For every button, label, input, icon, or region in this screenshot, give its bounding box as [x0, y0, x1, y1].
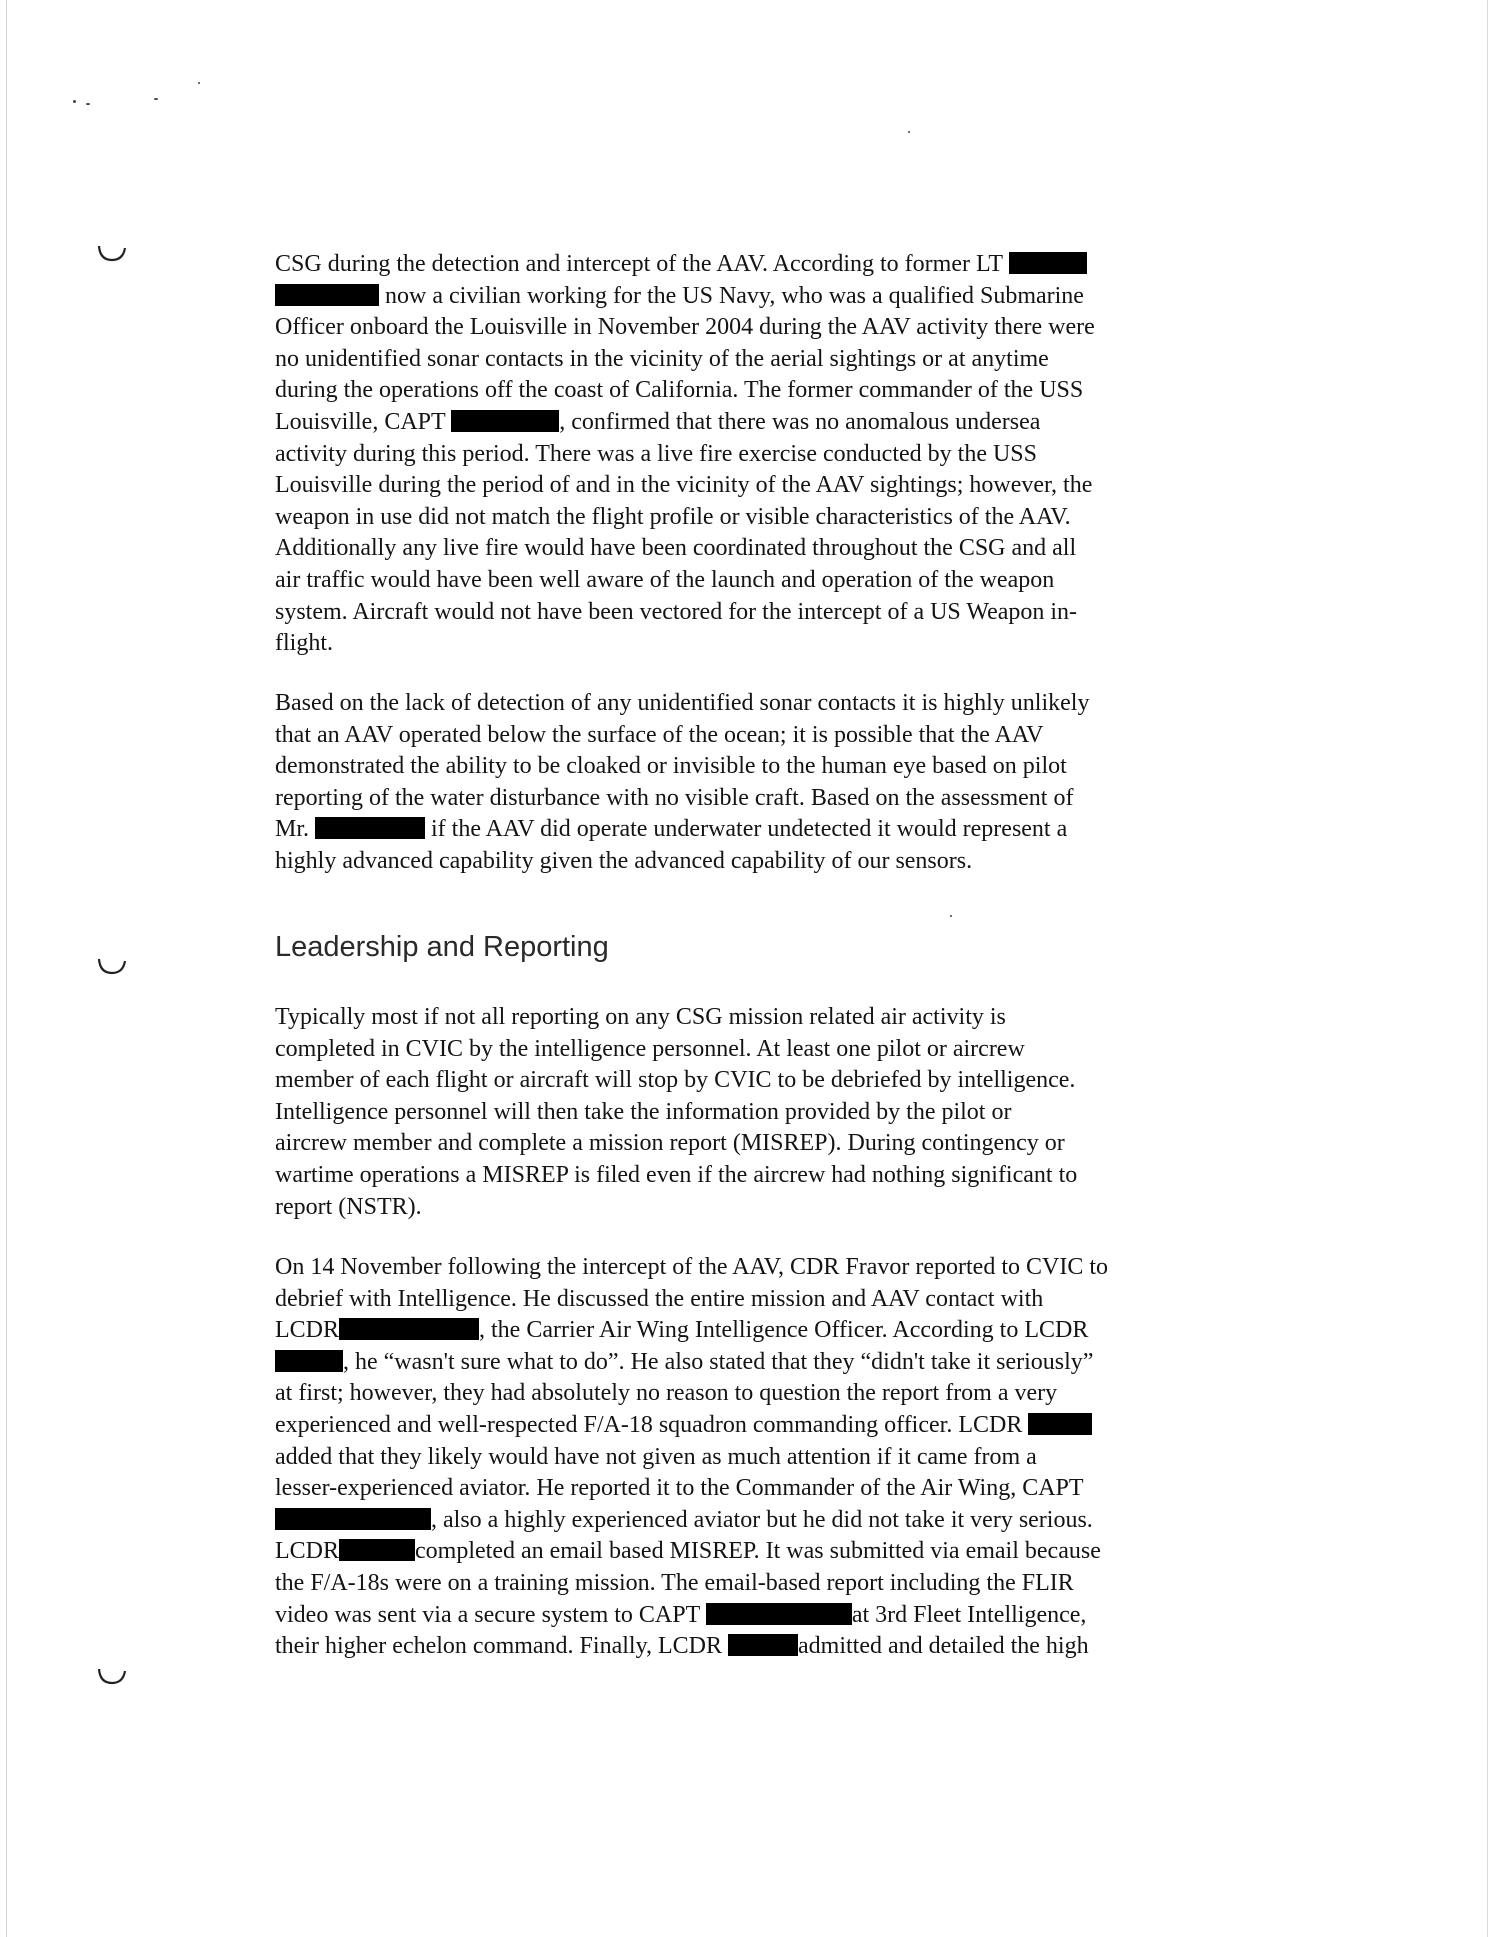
- text-line: [275, 1631, 1235, 1663]
- text-segment: completed an email based MISREP. It was submitted via email because: [415, 1538, 1101, 1565]
- text-segment: CSG during the detection and intercept of the AAV. According to former LT: [275, 251, 1009, 277]
- text-segment: Louisville during the period of and in the vicinity of the AAV sightings; however, the: [275, 472, 1093, 499]
- text-segment: Additionally any live fire would have been coordinated throughout the CSG and all: [275, 535, 1077, 562]
- text-line: [275, 502, 1235, 534]
- redaction-bar: [1028, 1413, 1092, 1435]
- redaction-bar: [706, 1603, 852, 1625]
- text-line: [275, 1442, 1235, 1474]
- text-line: [275, 1347, 1235, 1379]
- scan-speck: [908, 131, 910, 133]
- text-line: [275, 281, 1235, 313]
- text-segment: flight.: [275, 630, 333, 657]
- scan-edge-left: [6, 0, 7, 1937]
- text-segment: member of each flight or aircraft will stop by CVIC to be debriefed by intelligence.: [275, 1067, 1076, 1094]
- text-segment: demonstrated the ability to be cloaked or invisible to the human eye based on pilot: [275, 753, 1067, 780]
- text-segment: report (NSTR).: [275, 1193, 422, 1220]
- text-line: [275, 751, 1235, 783]
- redaction-bar: [1009, 252, 1087, 274]
- text-line: [275, 1505, 1235, 1537]
- redaction-bar: [339, 1318, 479, 1340]
- text-segment: , also a highly experienced aviator but he did not take it very serious.: [431, 1506, 1093, 1533]
- text-line: [275, 312, 1235, 344]
- redaction-bar: [728, 1634, 798, 1656]
- text-line: [275, 628, 1235, 660]
- text-segment: Louisville, CAPT: [275, 408, 452, 435]
- paragraph-intercept-debrief: [275, 1252, 1235, 1663]
- punch-hole-mark-icon: [97, 245, 127, 263]
- paragraph-underwater-assessment: [275, 688, 1235, 878]
- text-segment: LCDR: [275, 1317, 340, 1344]
- text-segment: experienced and well-respected F/A-18 squadron commanding officer. LCDR: [275, 1411, 1029, 1438]
- text-segment: Intelligence personnel will then take the information provided by the pilot or: [275, 1098, 1012, 1125]
- text-line: [275, 688, 1235, 720]
- text-line: [275, 1034, 1235, 1066]
- scan-speck: [73, 100, 76, 103]
- section-heading: Leadership and Reporting: [275, 931, 609, 963]
- text-segment: that an AAV operated below the surface of the ocean; it is possible that the AAV: [275, 721, 1044, 748]
- text-segment: LCDR: [275, 1538, 340, 1565]
- text-line: [275, 1002, 1235, 1034]
- text-line: [275, 783, 1235, 815]
- scan-speck: [198, 82, 200, 84]
- text-segment: added that they likely would have not given as much attention if it came from a: [275, 1443, 1037, 1470]
- text-segment: Mr.: [275, 816, 316, 843]
- text-line: [275, 597, 1235, 629]
- text-line: [275, 1410, 1235, 1442]
- redaction-bar: [275, 284, 379, 306]
- text-line: [275, 565, 1235, 597]
- text-segment: debrief with Intelligence. He discussed the entire mission and AAV contact with: [275, 1285, 1044, 1312]
- text-line: [275, 1128, 1235, 1160]
- paragraph-sonar-contacts: [275, 249, 1235, 660]
- scan-speck: [950, 915, 952, 917]
- redaction-bar: [275, 1350, 343, 1372]
- punch-hole-mark-icon: [97, 958, 127, 976]
- text-segment: reporting of the water disturbance with no visible craft. Based on the assessment of: [275, 784, 1074, 811]
- text-segment: aircrew member and complete a mission report (MISREP). During contingency or: [275, 1130, 1065, 1157]
- text-line: [275, 814, 1235, 846]
- text-segment: their higher echelon command. Finally, LCDR: [275, 1633, 729, 1660]
- text-segment: activity during this period. There was a live fire exercise conducted by the USS: [275, 440, 1037, 467]
- redaction-bar: [339, 1539, 415, 1561]
- text-segment: lesser-experienced aviator. He reported it to the Commander of the Air Wing, CAPT: [275, 1475, 1084, 1502]
- redaction-bar: [451, 410, 559, 432]
- text-line: [275, 533, 1235, 565]
- text-line: [275, 1160, 1235, 1192]
- text-line: [275, 1600, 1235, 1632]
- text-segment: at 3rd Fleet Intelligence,: [851, 1601, 1087, 1628]
- text-segment: if the AAV did operate underwater undetected it would represent a: [425, 816, 1068, 843]
- text-line: [275, 1315, 1235, 1347]
- redaction-bar: [275, 1508, 431, 1530]
- punch-hole-mark-icon: [97, 1668, 127, 1686]
- text-segment: On 14 November following the intercept of the AAV, CDR Fravor reported to CVIC to: [275, 1254, 1108, 1280]
- text-line: [275, 1473, 1235, 1505]
- text-segment: Typically most if not all reporting on any CSG mission related air activity is: [275, 1004, 1006, 1030]
- text-segment: highly advanced capability given the advanced capability of our sensors.: [275, 847, 973, 874]
- text-line: [275, 470, 1235, 502]
- text-line: [275, 344, 1235, 376]
- text-segment: , confirmed that there was no anomalous undersea: [559, 408, 1041, 435]
- text-segment: admitted and detailed the high: [798, 1633, 1089, 1660]
- text-segment: video was sent via a secure system to CAPT: [275, 1601, 706, 1628]
- paragraph-reporting-process: [275, 1002, 1235, 1223]
- text-segment: during the operations off the coast of California. The former commander of the USS: [275, 377, 1084, 404]
- text-line: [275, 1378, 1235, 1410]
- text-line: [275, 249, 1235, 281]
- text-segment: Officer onboard the Louisville in November 2004 during the AAV activity there were: [275, 314, 1095, 341]
- text-line: [275, 720, 1235, 752]
- text-line: [275, 439, 1235, 471]
- text-segment: at first; however, they had absolutely no reason to question the report from a very: [275, 1380, 1058, 1407]
- redaction-bar: [315, 817, 425, 839]
- text-line: [275, 1568, 1235, 1600]
- text-line: [275, 375, 1235, 407]
- text-line: [275, 1065, 1235, 1097]
- scan-speck: [154, 98, 158, 100]
- text-segment: no unidentified sonar contacts in the vicinity of the aerial sightings or at anytime: [275, 345, 1049, 372]
- text-segment: the F/A-18s were on a training mission. The email-based report including the FLIR: [275, 1569, 1074, 1596]
- text-line: [275, 407, 1235, 439]
- text-line: [275, 846, 1235, 878]
- text-line: [275, 1097, 1235, 1129]
- scan-edge-right: [1487, 0, 1488, 1937]
- text-line: [275, 1536, 1235, 1568]
- text-segment: system. Aircraft would not have been vectored for the intercept of a US Weapon in-: [275, 598, 1078, 625]
- text-line: [275, 1192, 1235, 1224]
- text-segment: Based on the lack of detection of any unidentified sonar contacts it is highly unlikely: [275, 690, 1090, 716]
- text-segment: weapon in use did not match the flight profile or visible characteristics of the AAV.: [275, 503, 1071, 530]
- text-segment: air traffic would have been well aware of the launch and operation of the weapon: [275, 566, 1055, 593]
- text-segment: , the Carrier Air Wing Intelligence Officer. According to LCDR: [479, 1317, 1089, 1344]
- text-segment: completed in CVIC by the intelligence personnel. At least one pilot or aircrew: [275, 1035, 1025, 1062]
- text-segment: now a civilian working for the US Navy, who was a qualified Submarine: [379, 282, 1084, 309]
- text-segment: , he “wasn't sure what to do”. He also stated that they “didn't take it seriously”: [343, 1348, 1094, 1375]
- text-line: [275, 1252, 1235, 1284]
- scan-speck: [86, 103, 90, 105]
- text-segment: wartime operations a MISREP is filed even if the aircrew had nothing significant to: [275, 1161, 1078, 1188]
- text-line: [275, 1284, 1235, 1316]
